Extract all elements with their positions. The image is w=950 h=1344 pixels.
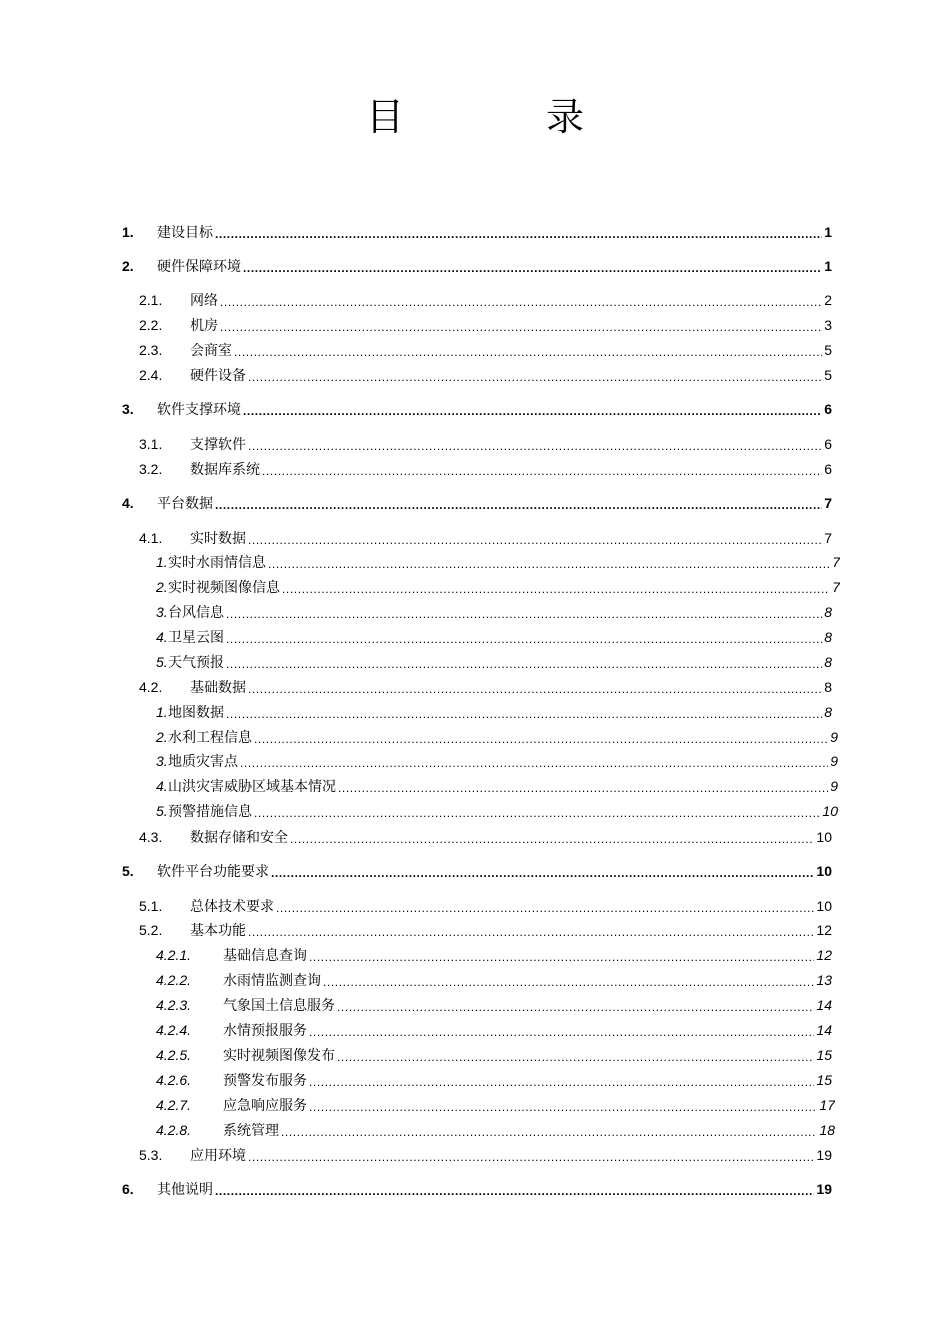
toc-entry-4-3[interactable]: [139, 827, 832, 847]
toc-entry-number: 4.1.: [139, 530, 163, 546]
toc-entry-number: 4.2.: [139, 679, 163, 695]
toc-leader-dots: [248, 528, 822, 548]
toc-entry-text: 山洪灾害威胁区域基本情况: [168, 778, 336, 794]
toc-entry-text: 软件支撑环境: [157, 401, 241, 417]
toc-entry-page: 5: [824, 367, 832, 383]
toc-entry-number: 2.1.: [139, 292, 163, 308]
toc-entry-page: 5: [824, 342, 832, 358]
toc-leader-dots: [243, 399, 822, 419]
toc-entry-4-2-4-sub[interactable]: [156, 1020, 832, 1040]
toc-leader-dots: [290, 827, 814, 847]
toc-entry-text: 建设目标: [157, 224, 213, 240]
toc-entry-4-2-8-sub[interactable]: [156, 1120, 835, 1140]
toc-entry-number: 1.: [122, 224, 134, 240]
toc-entry-page: 12: [816, 947, 832, 963]
toc-entry-page: 7: [824, 495, 832, 511]
toc-entry-3[interactable]: [122, 399, 832, 419]
toc-entry-text: 总体技术要求: [190, 898, 274, 914]
toc-entry-2-4[interactable]: [139, 365, 832, 385]
toc-entry-number: 4.: [156, 778, 168, 794]
toc-entry-4-2-4[interactable]: [156, 776, 838, 796]
toc-entry-page: 10: [816, 829, 832, 845]
toc-entry-number: 2.: [156, 729, 168, 745]
toc-entry-page: 17: [819, 1097, 835, 1113]
toc-entry-page: 19: [816, 1147, 832, 1163]
toc-entry-number: 3.: [156, 753, 168, 769]
toc-entry-page: 12: [816, 922, 832, 938]
toc-leader-dots: [254, 727, 828, 747]
toc-entry-2-3[interactable]: [139, 340, 832, 360]
toc-leader-dots: [271, 861, 814, 881]
toc-entry-4-2-7-sub[interactable]: [156, 1095, 835, 1115]
toc-entry-number: 3.1.: [139, 436, 163, 452]
toc-entry-5-2[interactable]: [139, 920, 832, 940]
toc-leader-dots: [309, 1020, 814, 1040]
toc-entry-number: 5.1.: [139, 898, 163, 914]
toc-entry-4-2-5[interactable]: [156, 801, 838, 821]
toc-entry-page: 6: [824, 436, 832, 452]
toc-entry-number: 4.: [156, 629, 168, 645]
toc-entry-page: 3: [824, 317, 832, 333]
toc-entry-text: 系统管理: [223, 1122, 279, 1138]
toc-entry-page: 14: [816, 1022, 832, 1038]
toc-entry-text: 卫星云图: [168, 629, 224, 645]
toc-entry-page: 19: [816, 1181, 832, 1197]
toc-entry-text: 实时视频图像信息: [168, 579, 280, 595]
toc-entry-page: 10: [822, 803, 838, 819]
toc-leader-dots: [226, 652, 822, 672]
toc-entry-page: 8: [824, 704, 832, 720]
toc-entry-number: 1.: [156, 554, 168, 570]
toc-leader-dots: [226, 602, 822, 622]
toc-entry-number: 4.2.2.: [156, 972, 192, 988]
toc-entry-4-1-5[interactable]: [156, 652, 832, 672]
toc-leader-dots: [248, 677, 822, 697]
toc-entry-number: 3.2.: [139, 461, 163, 477]
toc-entry-text: 预警发布服务: [223, 1072, 307, 1088]
toc-entry-number: 4.: [122, 495, 134, 511]
toc-leader-dots: [215, 222, 822, 242]
toc-entry-4[interactable]: [122, 493, 832, 513]
toc-entry-text: 软件平台功能要求: [157, 863, 269, 879]
toc-entry-number: 4.2.6.: [156, 1072, 192, 1088]
toc-entry-text: 实时视频图像发布: [223, 1047, 335, 1063]
toc-entry-4-2-1-sub[interactable]: [156, 945, 832, 965]
toc-leader-dots: [226, 627, 822, 647]
toc-entry-text: 水利工程信息: [168, 729, 252, 745]
toc-entry-5-3[interactable]: [139, 1145, 832, 1165]
toc-leader-dots: [220, 315, 822, 335]
toc-entry-page: 18: [819, 1122, 835, 1138]
toc-entry-page: 13: [816, 972, 832, 988]
toc-entry-number: 4.2.4.: [156, 1022, 192, 1038]
toc-entry-2-1[interactable]: [139, 290, 832, 310]
toc-leader-dots: [226, 702, 822, 722]
toc-entry-page: 7: [832, 579, 840, 595]
toc-leader-dots: [276, 896, 814, 916]
toc-entry-4-2-6-sub[interactable]: [156, 1070, 832, 1090]
toc-entry-text: 实时水雨情信息: [168, 554, 266, 570]
toc-entry-page: 15: [816, 1047, 832, 1063]
toc-leader-dots: [309, 1095, 817, 1115]
toc-entry-text: 数据存储和安全: [190, 829, 288, 845]
toc-entry-number: 4.2.8.: [156, 1122, 192, 1138]
toc-entry-page: 9: [830, 729, 838, 745]
toc-entry-4-2[interactable]: [139, 677, 832, 697]
toc-entry-text: 平台数据: [157, 495, 213, 511]
toc-entry-text: 基础信息查询: [223, 947, 307, 963]
toc-entry-number: 3.: [156, 604, 168, 620]
toc-leader-dots: [248, 434, 822, 454]
toc-title: 目 录: [365, 95, 636, 139]
toc-entry-4-2-3-sub[interactable]: [156, 995, 832, 1015]
toc-leader-dots: [215, 1179, 814, 1199]
toc-entry-text: 基本功能: [190, 922, 246, 938]
toc-entry-4-2-1[interactable]: [156, 702, 832, 722]
toc-entry-page: 1: [824, 224, 832, 240]
toc-entry-page: 10: [816, 863, 832, 879]
toc-entry-text: 硬件保障环境: [157, 258, 241, 274]
toc-entry-3-2[interactable]: [139, 459, 832, 479]
toc-leader-dots: [323, 970, 814, 990]
toc-entry-4-2-2-sub[interactable]: [156, 970, 832, 990]
toc-leader-dots: [248, 365, 822, 385]
toc-entry-number: 4.3.: [139, 829, 163, 845]
toc-entry-4-2-5-sub[interactable]: [156, 1045, 832, 1065]
toc-entry-4-1[interactable]: [139, 528, 832, 548]
toc-entry-number: 4.2.3.: [156, 997, 192, 1013]
toc-entry-text: 基础数据: [190, 679, 246, 695]
toc-entry-number: 2.4.: [139, 367, 163, 383]
toc-entry-1[interactable]: [122, 222, 832, 242]
toc-entry-page: 8: [824, 654, 832, 670]
toc-entry-page: 1: [824, 258, 832, 274]
toc-entry-page: 9: [830, 778, 838, 794]
toc-entry-page: 8: [824, 604, 832, 620]
toc-entry-number: 2.3.: [139, 342, 163, 358]
toc-leader-dots: [248, 1145, 814, 1165]
toc-leader-dots: [338, 776, 828, 796]
toc-leader-dots: [337, 1045, 814, 1065]
toc-entry-page: 8: [824, 629, 832, 645]
toc-entry-text: 会商室: [190, 342, 232, 358]
toc-entry-4-1-3[interactable]: [156, 602, 832, 622]
toc-leader-dots: [268, 552, 830, 572]
toc-entry-page: 6: [824, 461, 832, 477]
toc-entry-text: 应用环境: [190, 1147, 246, 1163]
toc-entry-6[interactable]: [122, 1179, 832, 1199]
toc-entry-page: 7: [824, 530, 832, 546]
toc-entry-page: 9: [830, 753, 838, 769]
toc-entry-number: 5.: [156, 803, 168, 819]
toc-entry-page: 6: [824, 401, 832, 417]
toc-leader-dots: [248, 920, 814, 940]
toc-entry-number: 4.2.5.: [156, 1047, 192, 1063]
toc-entry-text: 预警措施信息: [168, 803, 252, 819]
toc-entry-text: 地质灾害点: [168, 753, 238, 769]
toc-entry-number: 2.2.: [139, 317, 163, 333]
toc-leader-dots: [262, 459, 822, 479]
toc-leader-dots: [309, 945, 814, 965]
toc-leader-dots: [240, 751, 828, 771]
toc-entry-number: 2.: [156, 579, 168, 595]
toc-entry-number: 4.2.1.: [156, 947, 192, 963]
toc-entry-text: 地图数据: [168, 704, 224, 720]
toc-entry-number: 6.: [122, 1181, 134, 1197]
toc-leader-dots: [309, 1070, 814, 1090]
toc-entry-5-1[interactable]: [139, 896, 832, 916]
toc-leader-dots: [220, 290, 822, 310]
toc-entry-number: 3.: [122, 401, 134, 417]
toc-leader-dots: [282, 577, 830, 597]
toc-entry-text: 机房: [190, 317, 218, 333]
toc-entry-text: 实时数据: [190, 530, 246, 546]
toc-entry-page: 7: [832, 554, 840, 570]
toc-entry-number: 5.: [156, 654, 168, 670]
toc-entry-text: 台风信息: [168, 604, 224, 620]
toc-entry-4-2-2[interactable]: [156, 727, 838, 747]
toc-leader-dots: [234, 340, 822, 360]
toc-entry-number: 5.3.: [139, 1147, 163, 1163]
toc-entry-3-1[interactable]: [139, 434, 832, 454]
toc-entry-number: 5.: [122, 863, 134, 879]
toc-entry-text: 应急响应服务: [223, 1097, 307, 1113]
toc-entry-number: 4.2.7.: [156, 1097, 192, 1113]
toc-entry-text: 其他说明: [157, 1181, 213, 1197]
toc-entry-text: 网络: [190, 292, 218, 308]
toc-entry-text: 硬件设备: [190, 367, 246, 383]
toc-leader-dots: [254, 801, 820, 821]
toc-entry-page: 10: [816, 898, 832, 914]
toc-entry-page: 14: [816, 997, 832, 1013]
toc-leader-dots: [337, 995, 814, 1015]
toc-entry-page: 8: [824, 679, 832, 695]
toc-leader-dots: [215, 493, 822, 513]
toc-entry-page: 2: [824, 292, 832, 308]
toc-entry-number: 2.: [122, 258, 134, 274]
toc-entry-text: 水雨情监测查询: [223, 972, 321, 988]
toc-entry-4-2-3[interactable]: [156, 751, 838, 771]
toc-leader-dots: [281, 1120, 817, 1140]
toc-entry-text: 天气预报: [168, 654, 224, 670]
toc-entry-text: 数据库系统: [190, 461, 260, 477]
toc-entry-number: 1.: [156, 704, 168, 720]
toc-leader-dots: [243, 256, 822, 276]
toc-entry-text: 气象国土信息服务: [223, 997, 335, 1013]
toc-entry-4-1-2[interactable]: [156, 577, 840, 597]
toc-entry-page: 15: [816, 1072, 832, 1088]
toc-entry-number: 5.2.: [139, 922, 163, 938]
toc-entry-text: 支撑软件: [190, 436, 246, 452]
toc-entry-2-2[interactable]: [139, 315, 832, 335]
toc-entry-5[interactable]: [122, 861, 832, 881]
toc-entry-text: 水情预报服务: [223, 1022, 307, 1038]
toc-entry-4-1-1[interactable]: [156, 552, 840, 572]
toc-entry-4-1-4[interactable]: [156, 627, 832, 647]
toc-entry-2[interactable]: [122, 256, 832, 276]
